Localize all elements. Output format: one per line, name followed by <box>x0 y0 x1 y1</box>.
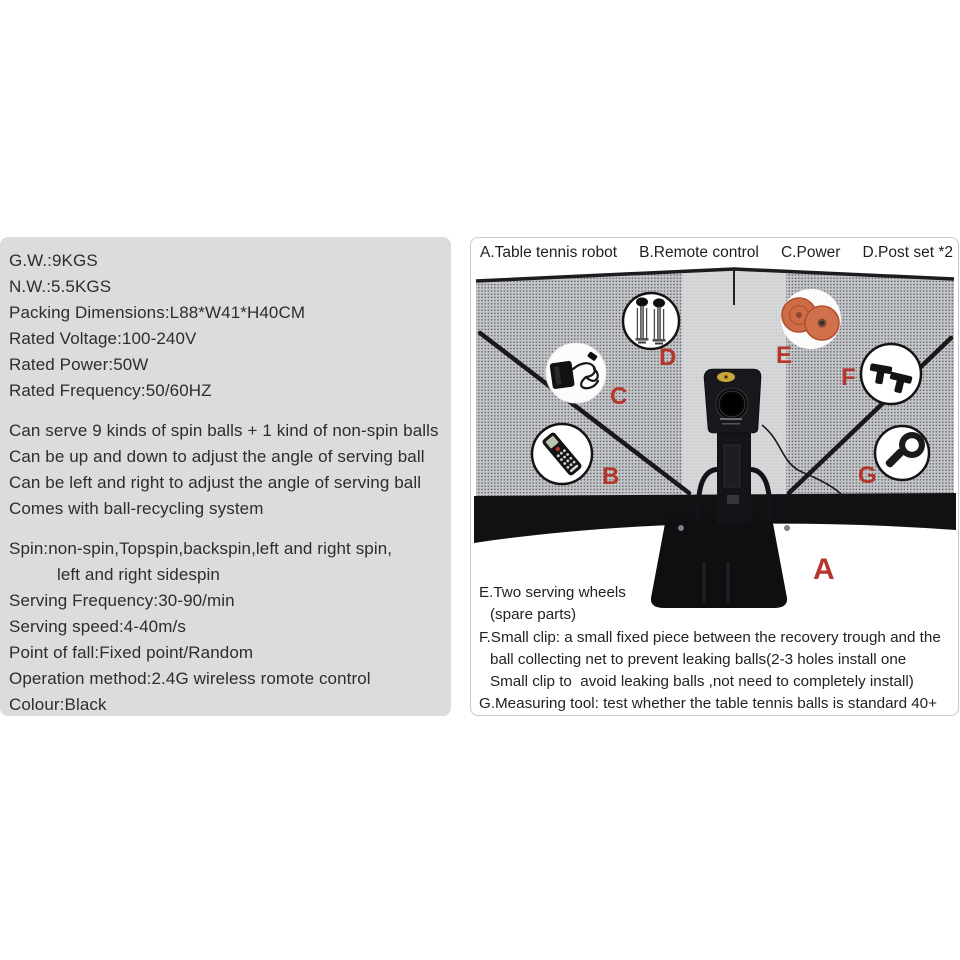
small-clip-icon <box>861 344 921 404</box>
spec-group-performance <box>9 536 451 718</box>
spec-line: Rated Voltage:100-240V <box>9 329 197 348</box>
callout-letter-e: E <box>776 342 793 369</box>
spec-line: G.W.:9KGS <box>9 251 98 270</box>
callout-letter-f: F <box>841 364 856 391</box>
serving-wheels-icon <box>781 289 841 349</box>
callout-letter-a: A <box>813 553 835 586</box>
post-set-icon <box>623 293 679 349</box>
legend-item-c: C.Power <box>780 244 841 261</box>
callout-letter-d: D <box>659 344 677 371</box>
photo-card <box>470 237 959 716</box>
spec-line: Serving Frequency:30-90/min <box>9 591 235 610</box>
spec-group-weights <box>9 248 451 404</box>
spec-line: Can serve 9 kinds of spin balls + 1 kind of non-spin balls <box>9 421 439 440</box>
legend-item-b: B.Remote control <box>639 244 759 261</box>
spec-line: Spin:non-spin,Topspin,backspin,left and right spin, <box>9 539 393 558</box>
remote-control-icon <box>532 424 592 484</box>
spec-line: left and right sidespin <box>57 565 220 584</box>
spec-line: Can be up and down to adjust the angle of serving ball <box>9 447 425 466</box>
note-line: Small clip to avoid leaking balls ,not need to completely install) <box>490 673 914 691</box>
callout-letter-b: B <box>602 463 620 490</box>
legend-item-d: D.Post set *2 <box>862 244 953 261</box>
spec-line: Colour:Black <box>9 695 107 714</box>
callout-letter-g: G <box>858 462 877 489</box>
note-line: G.Measuring tool: test whether the table tennis balls is standard 40+ <box>479 695 937 713</box>
product-photo <box>474 267 956 617</box>
robot-head <box>704 369 761 433</box>
spec-line: Packing Dimensions:L88*W41*H40CM <box>9 303 306 322</box>
spec-group-features <box>9 418 451 522</box>
spec-line: Rated Power:50W <box>9 355 149 374</box>
spec-line: Serving speed:4-40m/s <box>9 617 186 636</box>
measuring-tool-icon <box>875 426 929 480</box>
spec-panel <box>0 237 451 716</box>
parts-legend <box>480 244 953 262</box>
note-line: F.Small clip: a small fixed piece between the recovery trough and the <box>479 628 941 646</box>
spec-line: N.W.:5.5KGS <box>9 277 112 296</box>
callout-letter-c: C <box>610 383 628 410</box>
power-adapter-icon <box>546 343 606 403</box>
note-line: ball collecting net to prevent leaking balls(2-3 holes install one <box>490 650 907 668</box>
spec-line: Point of fall:Fixed point/Random <box>9 643 254 662</box>
spec-line: Rated Frequency:50/60HZ <box>9 381 212 400</box>
spec-line: Can be left and right to adjust the angle of serving ball <box>9 473 422 492</box>
note-line: (spare parts) <box>490 606 577 624</box>
spec-line: Operation method:2.4G wireless romote control <box>9 669 371 688</box>
spec-line: Comes with ball-recycling system <box>9 499 264 518</box>
parts-notes <box>479 582 954 716</box>
legend-item-a: A.Table tennis robot <box>480 244 618 261</box>
note-line: E.Two serving wheels <box>479 584 626 601</box>
